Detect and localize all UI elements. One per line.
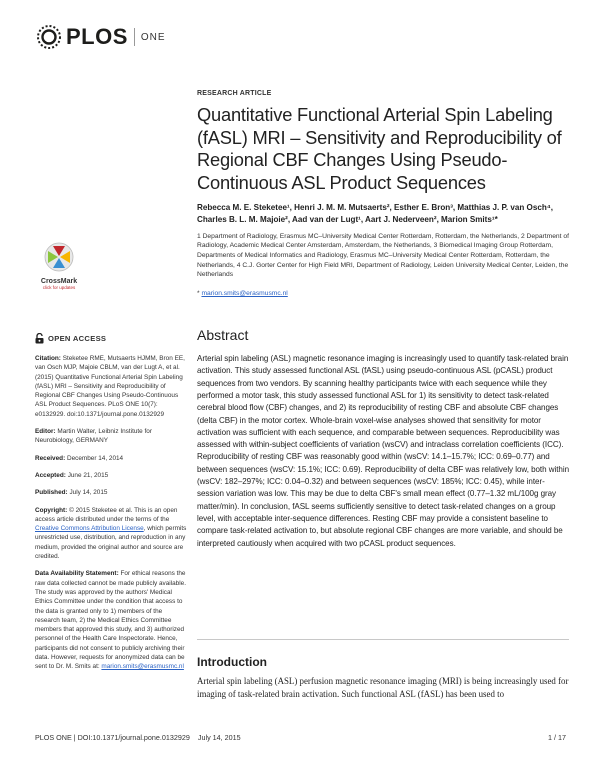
plos-logo-icon (36, 24, 62, 50)
crossmark-sublabel: click for updates (42, 285, 76, 290)
received-date: Received: December 14, 2014 (35, 454, 124, 462)
open-access-badge (35, 333, 187, 344)
brand-name: PLOS (66, 24, 128, 49)
page-footer (35, 733, 566, 742)
editor: Editor: Martin Walter, Leibniz Institute for Neurobiology, GERMANY (35, 428, 152, 445)
introduction-text: Arterial spin labeling (ASL) perfusion magnetic resonance imaging (MRI) is being increasingly used for imaging of task-related brain activation. Such functional ASL (fASL) has been used to (197, 676, 569, 700)
plos-one-logo[interactable] (36, 22, 166, 52)
email-marker: * (197, 290, 200, 298)
abstract-heading: Abstract (197, 327, 249, 344)
article-main (197, 90, 569, 550)
crossmark-icon (44, 242, 74, 272)
published-date: Published: July 14, 2015 (35, 489, 108, 497)
introduction-heading: Introduction (197, 655, 267, 669)
accepted-date: Accepted: June 21, 2015 (35, 471, 109, 479)
journal-name: ONE (140, 31, 166, 43)
abstract-text: Arterial spin labeling (ASL) magnetic resonance imaging is increasingly used to quantify task-related brain activation. This study assessed functional ASL (fASL) using pseudo-continuous ASL (pCASL) product sequences from two vendors. By scanning healthy participants twice with each sequence while they performed a motor task, this study assessed functional ASL for 1) its sensitivity to detect task-related cerebral blood flow (CBF) changes, and 2) its reproducibility of resting CBF and absolute CBF changes (delta CBF) in the motor cortex. Whole-brain voxel-wise analyses showed that sensitivity for motor activation was sufficient with each sequence, and comparable between sequences. Reproducibility was assessed with within-subject coefficients of variation (wsCV) and intraclass correlation coefficients (ICC). Reproducibility of resting CBF was reasonably good within (wsCV: 14.1–15.7%; ICC: 0.69–0.77) and between sequences (wsCV: 15.1%; ICC: 0.69). Reproducibility of delta CBF was relatively low, both within (wsCV: 182–297%; ICC: 0.04–0.32) and between sequences (wsCV: 185%; ICC: 0.45), while inter-session variation was low. This may be due to delta CBF's small mean effect (0.77–1.32 mL/100g gray matter/min). In conclusion, fASL seems sufficiently sensitive to detect task-related changes on a group level, with acceptable inter-sequence differences. Resting CBF may provide a consistent baseline to compare task-related activation to, but absolute regional CBF changes are more variable, and should be interpreted cautiously when acquired with two pCASL product sequences. (197, 354, 569, 548)
section-divider (197, 639, 569, 640)
article-sidebar (35, 333, 187, 680)
author-list: Rebecca M. E. Steketee¹, Henri J. M. M. Mutsaerts², Esther E. Bron³, Matthias J. P. van Osch⁴, Charles B. L. M. Majoie², Aad van der Lugt¹, Aart J. Nederveen², Marion Smits¹* (197, 203, 554, 224)
data-contact-email-link[interactable]: marion.smits@erasmusmc.nl (101, 663, 184, 671)
article-type: RESEARCH ARTICLE (197, 90, 272, 97)
copyright: Copyright: © 2015 Steketee et al. This is an open access article distributed under the terms of the Creative Commons Attribution License, which permits unrestricted use, distribution, and reproduction in any medium, provided the original author and source are credited. (35, 506, 187, 561)
email-link[interactable]: marion.smits@erasmusmc.nl (201, 290, 288, 298)
open-access-label: OPEN ACCESS (48, 333, 107, 343)
crossmark-label: CrossMark (40, 278, 78, 285)
license-link[interactable]: Creative Commons Attribution License (35, 525, 144, 533)
data-availability: Data Availability Statement: For ethical reasons the raw data collected cannot be made publicly available. The study was approved by the authors' Medical Ethics Committee under the condition that access to the data is granted only to 1) members of the research team, 2) the Medical Ethics Committee members that approved this study, and 3) authorized personnel of the Health Care Inspectorate. Hence, participants did not consent to publicly archiving their data. However, requests for anonymized data can be sent to Dr. M. Smits at: marion.smits@erasmusmc.nl (35, 570, 186, 671)
page-number: 1 / 17 (548, 733, 566, 742)
article-title: Quantitative Functional Arterial Spin Labeling (fASL) MRI – Sensitivity and Reproducibility of Regional CBF Changes Using Pseudo-Continuous ASL Product Sequences (197, 104, 562, 193)
logo-divider (134, 28, 135, 46)
corresponding-email (197, 290, 569, 297)
open-lock-icon (35, 333, 44, 344)
citation: Citation: Steketee RME, Mutsaerts HJMM, Bron EE, van Osch MJP, Majoie CBLM, van der Lugt A, et al. (2015) Quantitative Functional Arterial Spin Labeling (fASL) MRI – Sensitivity and Reproducibility of Regional CBF Changes Using Pseudo-Continuous ASL Product Sequences. PLoS ONE 10(7): e0132929. doi:10.1371/journal.pone.0132929 (35, 355, 185, 418)
footer-citation: PLOS ONE | DOI:10.1371/journal.pone.0132929 July 14, 2015 (35, 733, 241, 742)
affiliations: 1 Department of Radiology, Erasmus MC–University Medical Center Rotterdam, Rotterdam, the Netherlands, 2 Department of Radiology, Academic Medical Center Amsterdam, Amsterdam, the Netherlands, 3 Biomedical Imaging Group Rotterdam, Departments of Medical Informatics and Radiology, Erasmus MC–University Medical Center Rotterdam, Rotterdam, the Netherlands, 4 C.J. Gorter Center for High Field MRI, Department of Radiology, Leiden University Medical Center, Leiden, the Netherlands (197, 232, 569, 279)
crossmark-badge[interactable] (36, 242, 82, 290)
